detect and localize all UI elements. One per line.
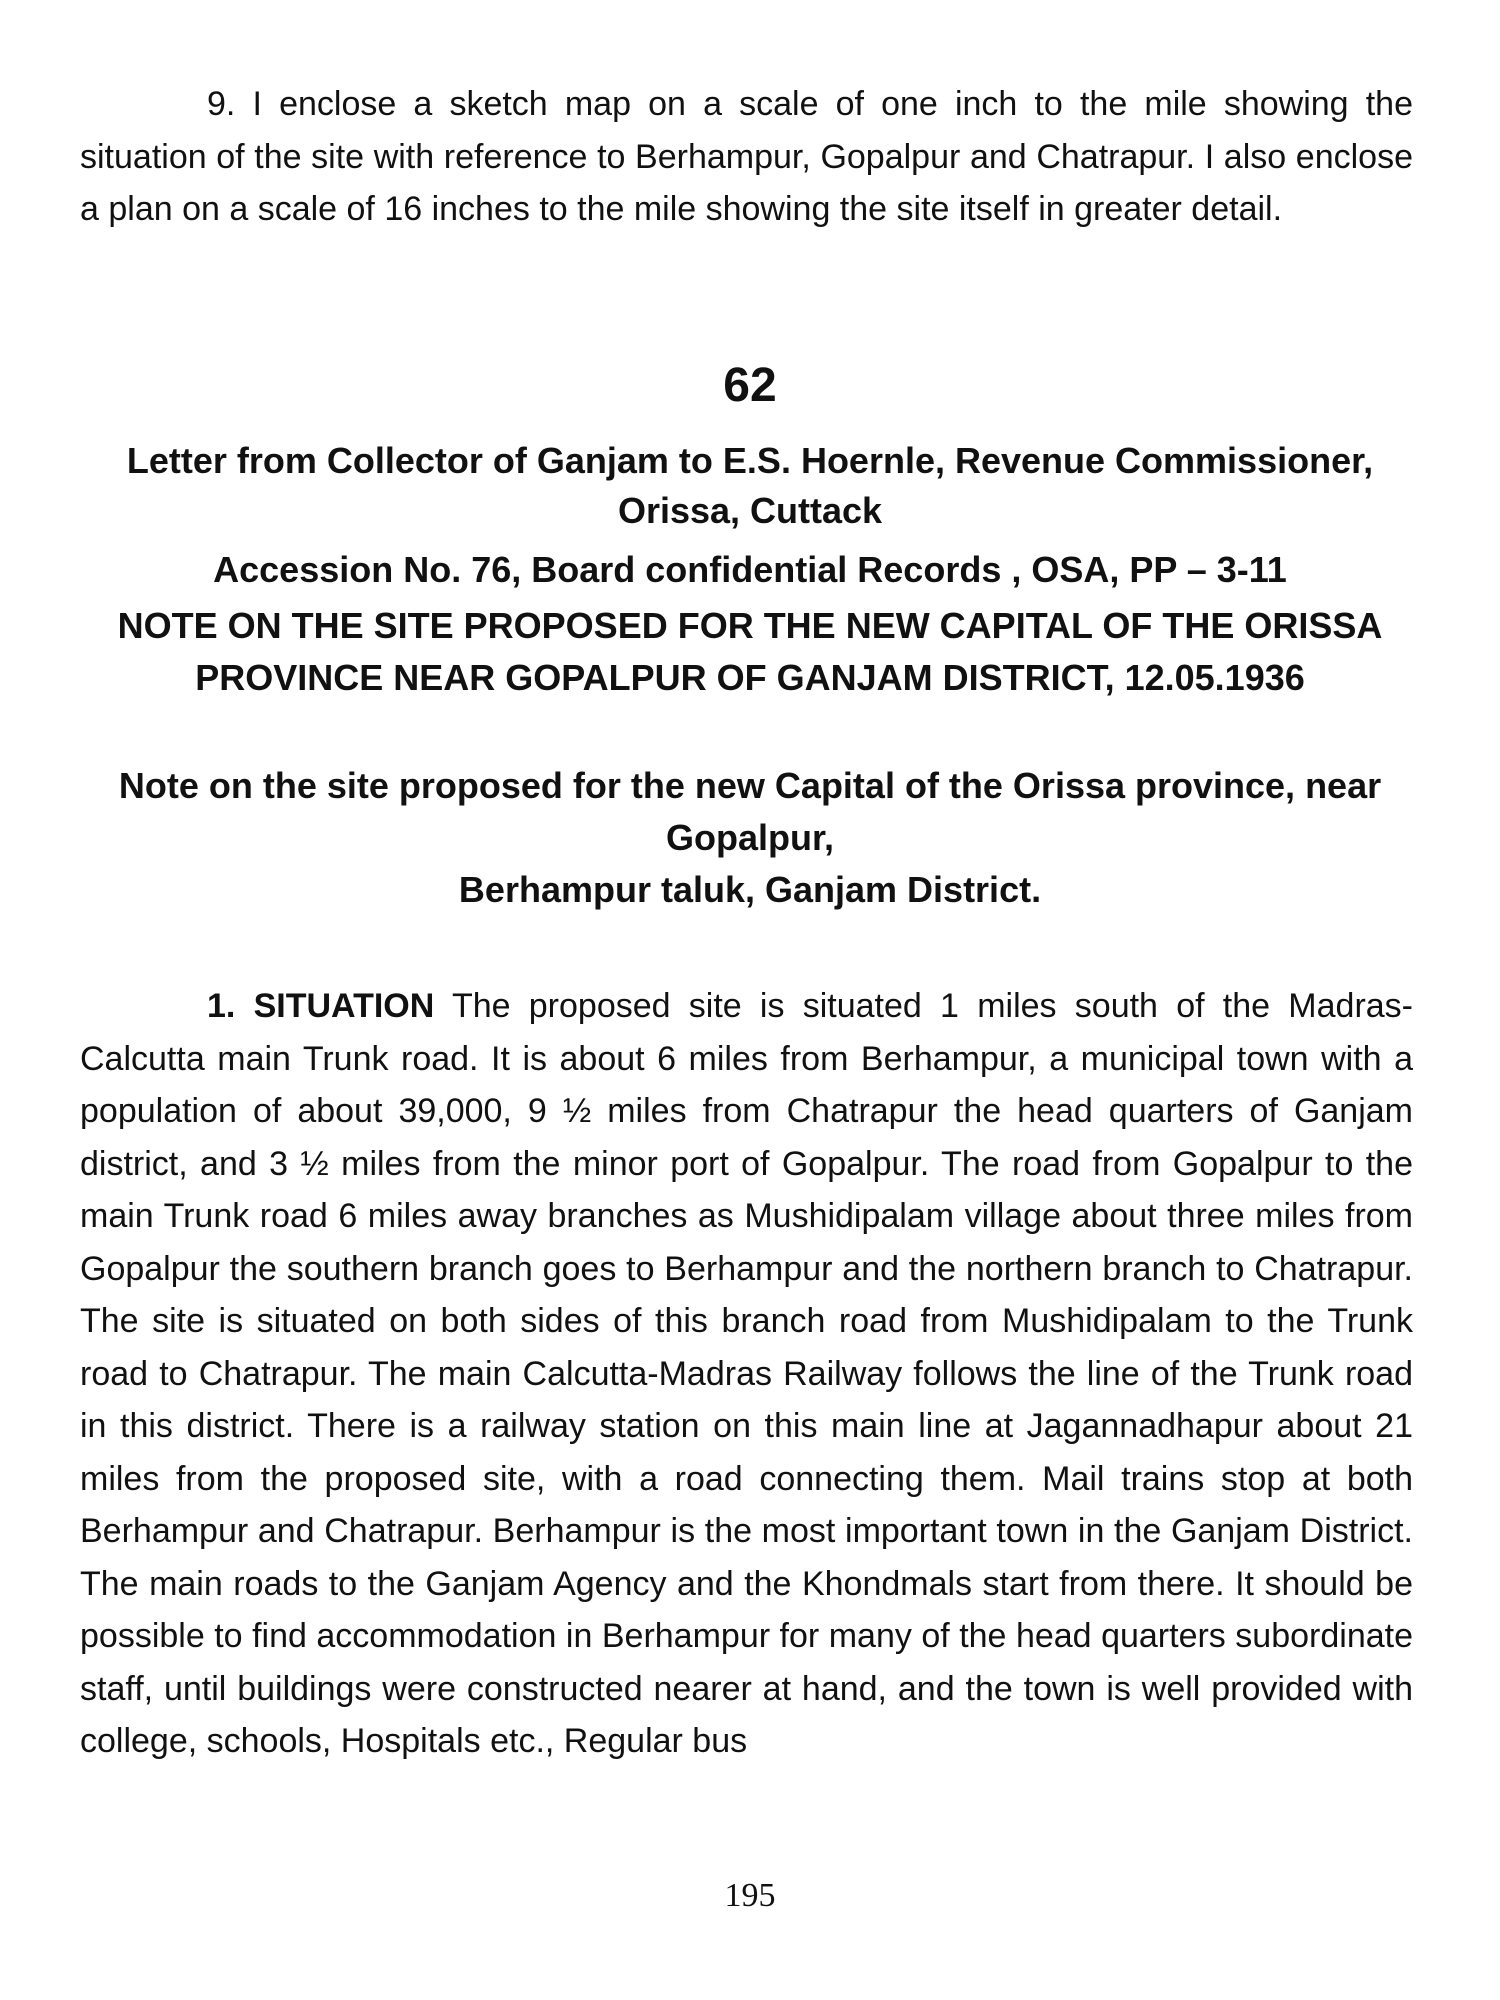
page-number: 195 [724, 1877, 776, 1914]
note-title-line-2: Berhampur taluk, Ganjam District. [458, 869, 1042, 910]
situation-text: The proposed site is situated 1 miles south of the Madras-Calcutta main Trunk road. It is about 6 miles from Berhampur, a municipal town with a population of about 39,000, 9 ½ miles from Chatrapur the head quarters of Ganjam district, and 3 ½ miles from the minor port of Gopalpur. The road from Gopalpur to the main Trunk road 6 miles away branches as Mushidipalam village about three miles from Gopalpur the southern branch goes to Berhampur and the northern branch to Chatrapur. The site is situated on both sides of this branch road from Mushidipalam to the Trunk road to Chatrapur. The main Calcutta-Madras Railway follows the line of the Trunk road in this district. There is a railway station on this main line at Jagannadhapur about 21 miles from the proposed site, with a road connecting them. Mail trains stop at both Berhampur and Chatrapur. Berhampur is the most important town in the Ganjam District. The main roads to the Ganjam Agency and the Khondmals start from there. It should be possible to find accommodation in Berhampur for many of the head quarters subordinate staff, until buildings were constructed nearer at hand, and the town is well provided with college, schools, Hospitals etc., Regular bus [80, 987, 1414, 1760]
letter-title: Letter from Collector of Ganjam to E.S. Hoernle, Revenue Commissioner, Orissa, Cuttack [126, 440, 1374, 531]
note-title [80, 760, 1420, 916]
intro-paragraph: 9. I enclose a sketch map on a scale of one inch to the mile showing the situation of the site with reference to Berhampur, Gopalpur and Chatrapur. I also enclose a plan on a scale of 16 inches to the mile showing the site itself in greater detail. [80, 85, 1413, 228]
note-title-line-1: Note on the site proposed for the new Capital of the Orissa province, near Gopalpur, [118, 765, 1382, 858]
section-label-situation: 1. SITUATION [207, 987, 435, 1025]
situation-paragraph [80, 980, 1413, 1768]
note-heading-caps: NOTE ON THE SITE PROPOSED FOR THE NEW CAPITAL OF THE ORISSA PROVINCE NEAR GOPALPUR OF GANJAM DISTRICT, 12.05.1936 [117, 605, 1383, 698]
accession-reference: Accession No. 76, Board confidential Records , OSA, PP – 3-11 [213, 549, 1287, 590]
document-number: 62 [723, 359, 777, 412]
